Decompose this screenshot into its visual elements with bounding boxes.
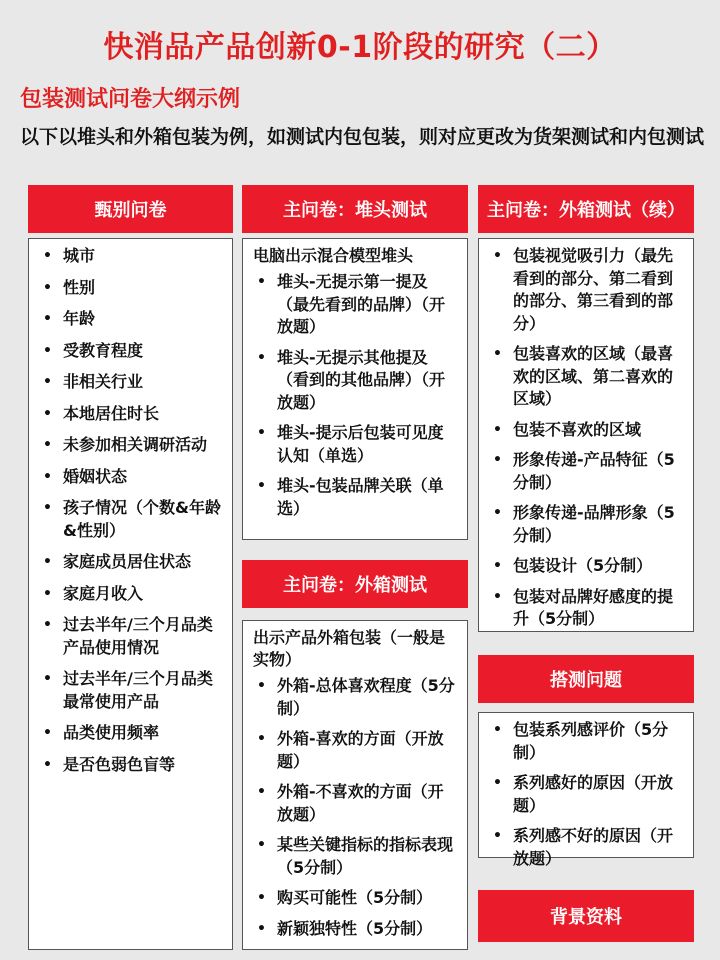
list-item: • 是否色弱色盲等 bbox=[39, 754, 222, 777]
list-item: • 受教育程度 bbox=[39, 340, 222, 363]
outer-box-list bbox=[253, 675, 457, 940]
list-item: • 堆头-包装品牌关联（单选） bbox=[253, 475, 457, 520]
outer-box-cont-header: 主问卷：外箱测试（续） bbox=[478, 185, 694, 233]
list-item: • 婚姻状态 bbox=[39, 466, 222, 489]
list-item: • 年龄 bbox=[39, 308, 222, 331]
list-item: • 购买可能性（5分制） bbox=[253, 887, 457, 910]
shelf-test-header: 主问卷：堆头测试 bbox=[242, 185, 468, 233]
list-item: • 过去半年/三个月品类最常使用产品 bbox=[39, 668, 222, 713]
list-item: • 品类使用频率 bbox=[39, 722, 222, 745]
list-item: • 包装喜欢的区域（最喜欢的区域、第二喜欢的区域） bbox=[489, 343, 683, 411]
list-item: • 包装不喜欢的区域 bbox=[489, 419, 683, 442]
tandem-header: 搭测问题 bbox=[478, 655, 694, 703]
outer-box-box bbox=[242, 620, 468, 950]
list-item: • 系列感好的原因（开放题） bbox=[489, 772, 683, 817]
shelf-test-box bbox=[242, 238, 468, 540]
list-item: • 包装系列感评价（5分制） bbox=[489, 719, 683, 764]
list-item: • 堆头-提示后包装可见度认知（单选） bbox=[253, 422, 457, 467]
list-item: • 包装对品牌好感度的提升（5分制） bbox=[489, 586, 683, 631]
list-item: • 某些关键指标的指标表现（5分制） bbox=[253, 834, 457, 879]
list-item: • 未参加相关调研活动 bbox=[39, 434, 222, 457]
list-item: • 形象传递-品牌形象（5分制） bbox=[489, 502, 683, 547]
tandem-list bbox=[489, 719, 683, 870]
list-item: • 形象传递-产品特征（5分制） bbox=[489, 449, 683, 494]
list-item: • 孩子情况（个数&年龄&性别） bbox=[39, 497, 222, 542]
screening-header: 甄别问卷 bbox=[28, 185, 233, 233]
list-item: • 外箱-不喜欢的方面（开放题） bbox=[253, 781, 457, 826]
list-item: • 包装视觉吸引力（最先看到的部分、第二看到的部分、第三看到的部分） bbox=[489, 245, 683, 335]
intro-text: 以下以堆头和外箱包装为例，如测试内包包装，则对应更改为货架测试和内包测试 bbox=[20, 126, 705, 148]
outer-box-cont-list bbox=[489, 245, 683, 631]
list-item: • 家庭成员居住状态 bbox=[39, 551, 222, 574]
page-title: 快消品产品创新0-1阶段的研究（二） bbox=[103, 30, 617, 65]
list-item: • 系列感不好的原因（开放题） bbox=[489, 825, 683, 870]
list-item: • 性别 bbox=[39, 277, 222, 300]
shelf-test-lead: 电脑出示混合模型堆头 bbox=[253, 246, 414, 265]
list-item: • 外箱-总体喜欢程度（5分制） bbox=[253, 675, 457, 720]
section-subtitle: 包装测试问卷大纲示例 bbox=[20, 87, 241, 112]
screening-box bbox=[28, 238, 233, 950]
outer-box-lead: 出示产品外箱包装（一般是实物） bbox=[253, 628, 446, 669]
outer-box-cont-box bbox=[478, 238, 694, 632]
list-item: • 新颖独特性（5分制） bbox=[253, 918, 457, 941]
screening-list bbox=[39, 245, 222, 776]
list-item: • 过去半年/三个月品类产品使用情况 bbox=[39, 614, 222, 659]
shelf-test-list bbox=[253, 271, 457, 520]
list-item: • 外箱-喜欢的方面（开放题） bbox=[253, 728, 457, 773]
list-item: • 包装设计（5分制） bbox=[489, 555, 683, 578]
background-header: 背景资料 bbox=[478, 890, 694, 942]
tandem-box bbox=[478, 712, 694, 868]
list-item: • 堆头-无提示其他提及（看到的其他品牌）（开放题） bbox=[253, 347, 457, 415]
list-item: • 家庭月收入 bbox=[39, 583, 222, 606]
list-item: • 本地居住时长 bbox=[39, 403, 222, 426]
list-item: • 堆头-无提示第一提及（最先看到的品牌）（开放题） bbox=[253, 271, 457, 339]
list-item: • 城市 bbox=[39, 245, 222, 268]
outer-box-header: 主问卷：外箱测试 bbox=[242, 560, 468, 608]
list-item: • 非相关行业 bbox=[39, 371, 222, 394]
